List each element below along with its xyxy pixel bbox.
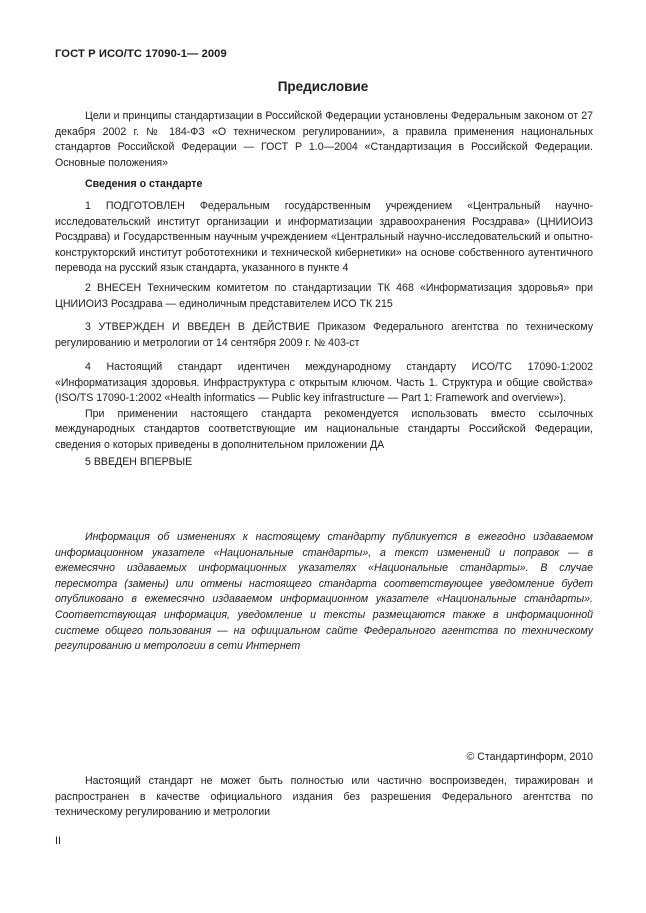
item-3 (55, 320, 593, 351)
item-2-text: 2 ВНЕСЕН Техническим комитетом по стандартизации ТК 468 «Информатизация здоровья» при ЦНИИОИЗ Росздрава — единоличным представителем ИСО ТК 215 (55, 282, 593, 310)
page-number: II (55, 835, 61, 847)
notice-text: Информация об изменениях к настоящему стандарту публикуется в ежегодно издаваемом информационном указателе «Национальные стандарты», а текст изменений и поправок — в ежемесячно издаваемых информационных указателях «Национальные стандарты». В случае пересмотра (замены) или отмены настоящего стандарта соответствующее уведомление будет опубликовано в ежемесячно издаваемом информационном указателе «Национальные стандарты». Соответствующая информация, уведомление и тексты размещаются также в информационной системе общего пользования — на официальном сайте Федерального агентства по техническому регулированию и метрологии в сети Интернет (55, 531, 593, 653)
item-1-text: 1 ПОДГОТОВЛЕН Федеральным государственным учреждением «Центральный научно-исследовательский институт организации и информатизации здравоохранения Росздрава» (ЦНИИОИЗ Росздрава) и Государственным научным учреждением «Центральный научно-исследовательский и опытно-конструкторский институт робототехники и технической кибернетики» на основе собственного аутентичного перевода на русский язык стандарта, указанного в пункте 4 (55, 200, 593, 275)
item-3-text: 3 УТВЕРЖДЕН И ВВЕДЕН В ДЕЙСТВИЕ Приказом Федерального агентства по техническому регулированию и метрологии от 14 сентября 2009 г. № 403-ст (55, 321, 593, 349)
item-4 (55, 360, 593, 454)
reproduction-paragraph (55, 774, 593, 821)
item-2 (55, 281, 593, 312)
item-4-text: 4 Настоящий стандарт идентичен международному стандарту ИСО/ТС 17090-1:2002 «Информатизация здоровья. Инфраструктура с открытым ключом. Часть 1. Структура и общие свойства» (ISO/TS 17090-1:2002 «Health informatics — Public key infrastructure — Part 1: Framework and overview»). (55, 361, 593, 405)
item-5-text: 5 ВВЕДЕН ВПЕРВЫЕ (85, 456, 193, 468)
item-4-note: При применении настоящего стандарта рекомендуется использовать вместо ссылочных международных стандартов соответствующие им национальные стандарты Российской Федерации, сведения о которых приведены в дополнительном приложении ДА (55, 407, 593, 451)
reproduction-text: Настоящий стандарт не может быть полностью или частично воспроизведен, тиражирован и распространен в качестве официального издания без разрешения Федерального агентства по техническому регулированию и метрологии (55, 775, 593, 819)
notice-paragraph (55, 530, 593, 655)
page-title: Предисловие (277, 79, 369, 94)
intro-text: Цели и принципы стандартизации в Российской Федерации установлены Федеральным законом от 27 декабря 2002 г. № 184-ФЗ «О техническом регулировании», а правила применения национальных стандартов Российской Федерации — ГОСТ Р 1.0—2004 «Стандартизация в Российской Федерации. Основные положения» (55, 110, 593, 169)
copyright-line: © Стандартинформ, 2010 (466, 751, 593, 763)
document-header: ГОСТ Р ИСО/ТС 17090-1— 2009 (55, 48, 227, 60)
intro-paragraph (55, 109, 593, 171)
item-1 (55, 199, 593, 277)
item-5 (55, 455, 593, 471)
section-heading: Сведения о стандарте (85, 178, 203, 190)
